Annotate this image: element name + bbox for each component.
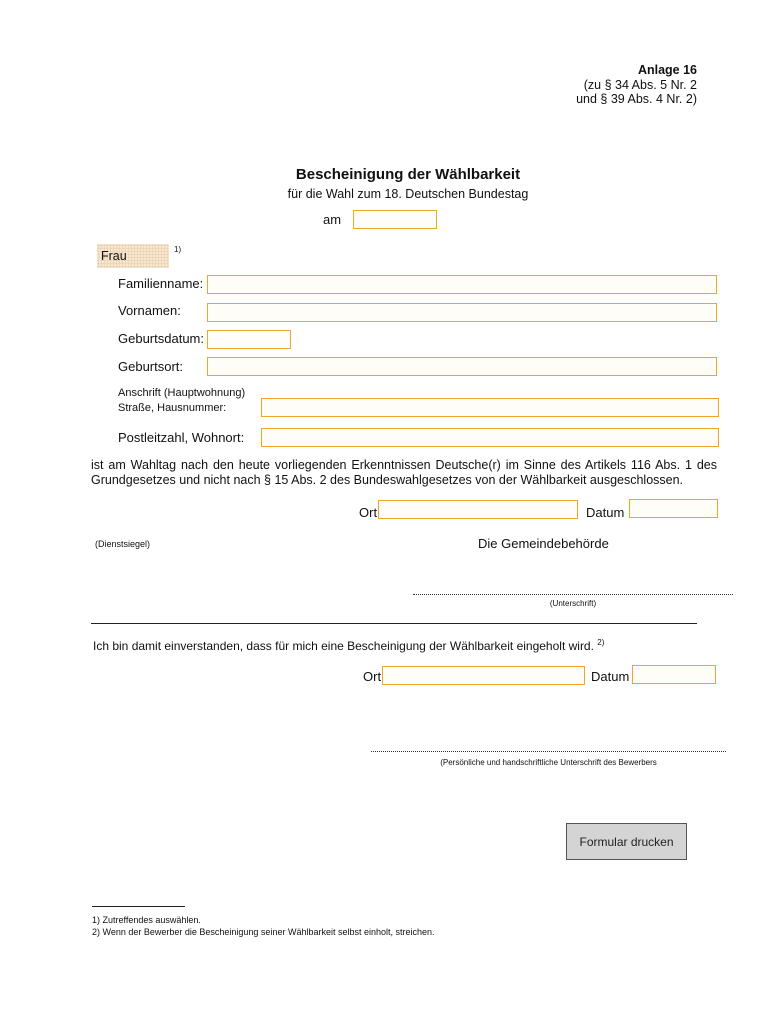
candidate-signature-caption: (Persönliche und handschriftliche Unterschrift des Bewerbers xyxy=(440,758,657,767)
section-divider xyxy=(91,623,697,624)
footnote-divider xyxy=(92,906,185,907)
datum-field[interactable] xyxy=(629,499,718,518)
ort-field-2[interactable] xyxy=(382,666,585,685)
vornamen-label: Vornamen: xyxy=(118,303,181,318)
datum-label: Datum xyxy=(586,505,625,520)
geburtsdatum-label: Geburtsdatum: xyxy=(118,331,204,346)
unterschrift-caption: (Unterschrift) xyxy=(549,599,597,608)
salutation-footnote-ref: 1) xyxy=(174,245,182,254)
strasse-field[interactable] xyxy=(261,398,719,417)
eligibility-declaration: ist am Wahltag nach den heute vorliegenden Erkenntnissen Deutsche(r) im Sinne des Artikels 116 Abs. 1 des Grundgesetzes und nicht nach § 15 Abs. 2 des Bundeswahlgesetzes von der Wählbarkeit ausgeschlossen. xyxy=(91,458,717,487)
ort-field[interactable] xyxy=(378,500,578,519)
datum-field-2[interactable] xyxy=(632,665,716,684)
document-subtitle: für die Wahl zum 18. Deutschen Bundestag xyxy=(287,187,529,201)
datum-label-2: Datum xyxy=(591,669,630,684)
annex-ref-line1: (zu § 34 Abs. 5 Nr. 2 xyxy=(583,77,697,92)
salutation-dropdown[interactable]: Frau xyxy=(97,244,169,268)
consent-footnote-ref: 2) xyxy=(597,638,605,647)
print-form-button[interactable]: Formular drucken xyxy=(566,823,687,860)
consent-text: Ich bin damit einverstanden, dass für mich eine Bescheinigung der Wählbarkeit eingeholt wird. xyxy=(93,639,594,653)
geburtsdatum-field[interactable] xyxy=(207,330,291,349)
annex-ref-line2: und § 39 Abs. 4 Nr. 2) xyxy=(576,92,697,106)
dienstsiegel-label: (Dienstsiegel) xyxy=(95,539,151,549)
annex-reference xyxy=(500,63,697,107)
familienname-label: Familienname: xyxy=(118,276,204,291)
anschrift-label: Anschrift (Hauptwohnung) xyxy=(118,387,246,399)
authority-signature-line xyxy=(413,594,733,595)
am-date-field[interactable] xyxy=(353,210,437,229)
strasse-label: Straße, Hausnummer: xyxy=(118,402,227,414)
annex-title: Anlage 16 xyxy=(637,63,697,77)
ort-label-2: Ort xyxy=(363,669,382,684)
vornamen-field[interactable] xyxy=(207,303,717,322)
familienname-field[interactable] xyxy=(207,275,717,294)
geburtsort-label: Geburtsort: xyxy=(118,359,184,374)
document-title: Bescheinigung der Wählbarkeit xyxy=(295,166,521,183)
consent-statement xyxy=(93,638,604,653)
ort-label: Ort xyxy=(359,505,378,520)
candidate-signature-line xyxy=(371,751,726,752)
plz-ort-label: Postleitzahl, Wohnort: xyxy=(118,430,245,445)
footnote-1: 1) Zutreffendes auswählen. xyxy=(92,915,201,925)
geburtsort-field[interactable] xyxy=(207,357,717,376)
gemeindebehoerde-label: Die Gemeindebehörde xyxy=(478,536,609,551)
am-label: am xyxy=(323,212,342,227)
plz-ort-field[interactable] xyxy=(261,428,719,447)
footnote-2: 2) Wenn der Bewerber die Bescheinigung seiner Wählbarkeit selbst einholt, streichen. xyxy=(92,927,435,937)
